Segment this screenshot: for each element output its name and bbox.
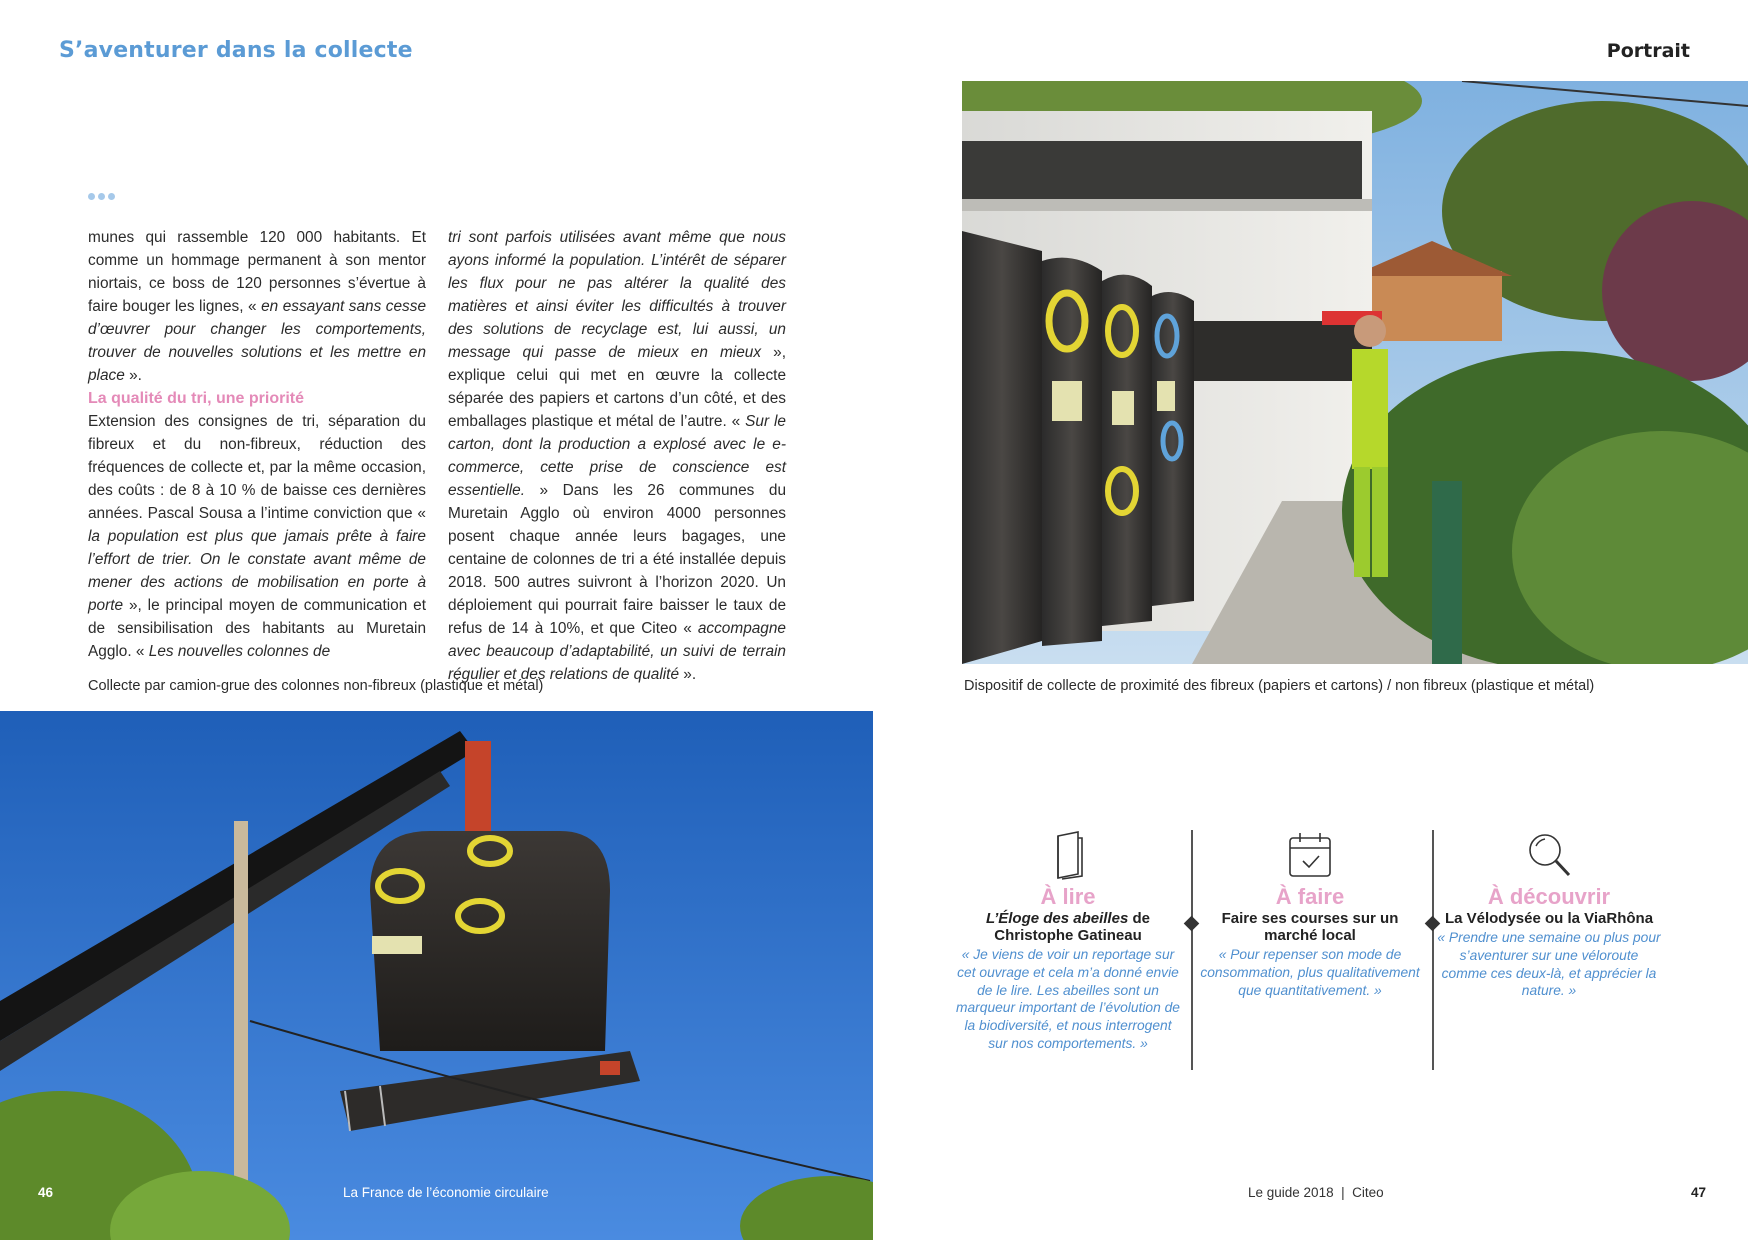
recommendation-quote: « Pour repenser son mode de consommation, plus qualitativement que quantitativement. » [1200, 947, 1420, 998]
recommendation-quote: « Je viens de voir un reportage sur cet ouvrage et cela m’a donné envie de le lire. Les abeilles sont un marqueur important de l’évolution de la biodiversité, et nous interrogent sur nos comportements. » [956, 947, 1180, 1051]
divider-line [1191, 830, 1193, 1070]
footer-publication-title: La France de l’économie circulaire [343, 1185, 549, 1200]
article-column-1 [88, 226, 426, 663]
column-1-intro-paragraph: munes qui rassemble 120 000 habitants. Et comme un hommage permanent à son mentor niortais, ce boss de 120 personnes s’évertue à faire bouger les lignes, « en essayant sans cesse d’œuvrer pour changer les comportements, trouver de nouvelles solutions et les mettre en place ». [88, 229, 427, 384]
recommendation-heading: La Vélodysée ou la ViaRhôna [1444, 910, 1654, 927]
photo-collection-bins [962, 81, 1748, 664]
magnifier-icon [1525, 830, 1573, 880]
page-number-left: 46 [38, 1185, 54, 1200]
footer-guide-title: Le guide 2018 | Citeo [1248, 1185, 1384, 1200]
recommendation-do [1198, 830, 1422, 999]
recommendation-read [956, 830, 1180, 1053]
photo-caption-right: Dispositif de collecte de proximité des fibreux (papiers et cartons) / non fibreux (plastique et métal) [964, 678, 1595, 694]
recommendation-heading: L’Éloge des abeilles de Christophe Gatineau [986, 910, 1150, 944]
photo-caption-left: Collecte par camion-grue des colonnes non-fibreux (plastique et métal) [88, 678, 544, 694]
recommendation-title: À lire [1040, 884, 1096, 909]
recommendation-heading: Faire ses courses sur un marché local [1221, 910, 1399, 944]
section-title: S’aventurer dans la collecte [59, 38, 413, 63]
column-1-body-paragraph: Extension des consignes de tri, séparation du fibreux et du non-fibreux, réduction des fréquences de collecte et, par la même occasion, des coûts : de 8 à 10 % de baisse ces dernières années. Pascal Sousa a l’intime conviction que « la population est plus que jamais prête à faire l’effort de trier. On le constate avant même de mener des actions de mobilisation en porte à porte », le principal moyen de communication et de sensibilisation des habitants au Muretain Agglo. « Les nouvelles colonnes de [88, 413, 426, 660]
calendar-icon [1286, 830, 1334, 880]
article-subheading: La qualité du tri, une priorité [88, 390, 305, 407]
recommendation-quote: « Prendre une semaine ou plus pour s’aventurer sur une véloroute comme ces deux-là, et apprécier la nature. » [1437, 930, 1661, 999]
divider-diamond [1184, 916, 1200, 932]
recommendation-discover [1437, 830, 1661, 1000]
page-number-right: 47 [1690, 1185, 1706, 1200]
divider-line [1432, 830, 1434, 1070]
section-label: Portrait [1606, 40, 1690, 62]
continuation-dots [88, 193, 115, 200]
recommendation-title: À faire [1275, 884, 1345, 909]
column-2-paragraph: tri sont parfois utilisées avant même que nous ayons informé la population. L’intérêt de séparer les flux pour ne pas altérer la qualité des matières et ainsi éviter les difficultés à trouver des solutions de recyclage est, lui aussi, un message qui passe de mieux en mieux », explique celui qui met en œuvre la collecte séparée des papiers et cartons d’un côté, et des emballages plastique et métal de l’autre. « Sur le carton, dont la production a explosé avec le e-commerce, cette prise de conscience est essentielle. » Dans les 26 communes du Muretain Agglo où environ 4000 personnes posent chaque année leurs bagages, une centaine de colonnes de tri a été installée depuis 2018. 500 autres suivront à l’horizon 2020. Un déploiement qui pourrait faire baisser le taux de refus de 14 à 10%, et que Citeo « accompagne avec beaucoup d’adaptabilité, un suivi de terrain régulier et des relations de qualité ». [448, 229, 786, 683]
book-icon [1044, 830, 1092, 880]
photo-crane-column [0, 711, 873, 1240]
article-column-2 [448, 226, 786, 686]
recommendation-title: À découvrir [1487, 884, 1611, 909]
